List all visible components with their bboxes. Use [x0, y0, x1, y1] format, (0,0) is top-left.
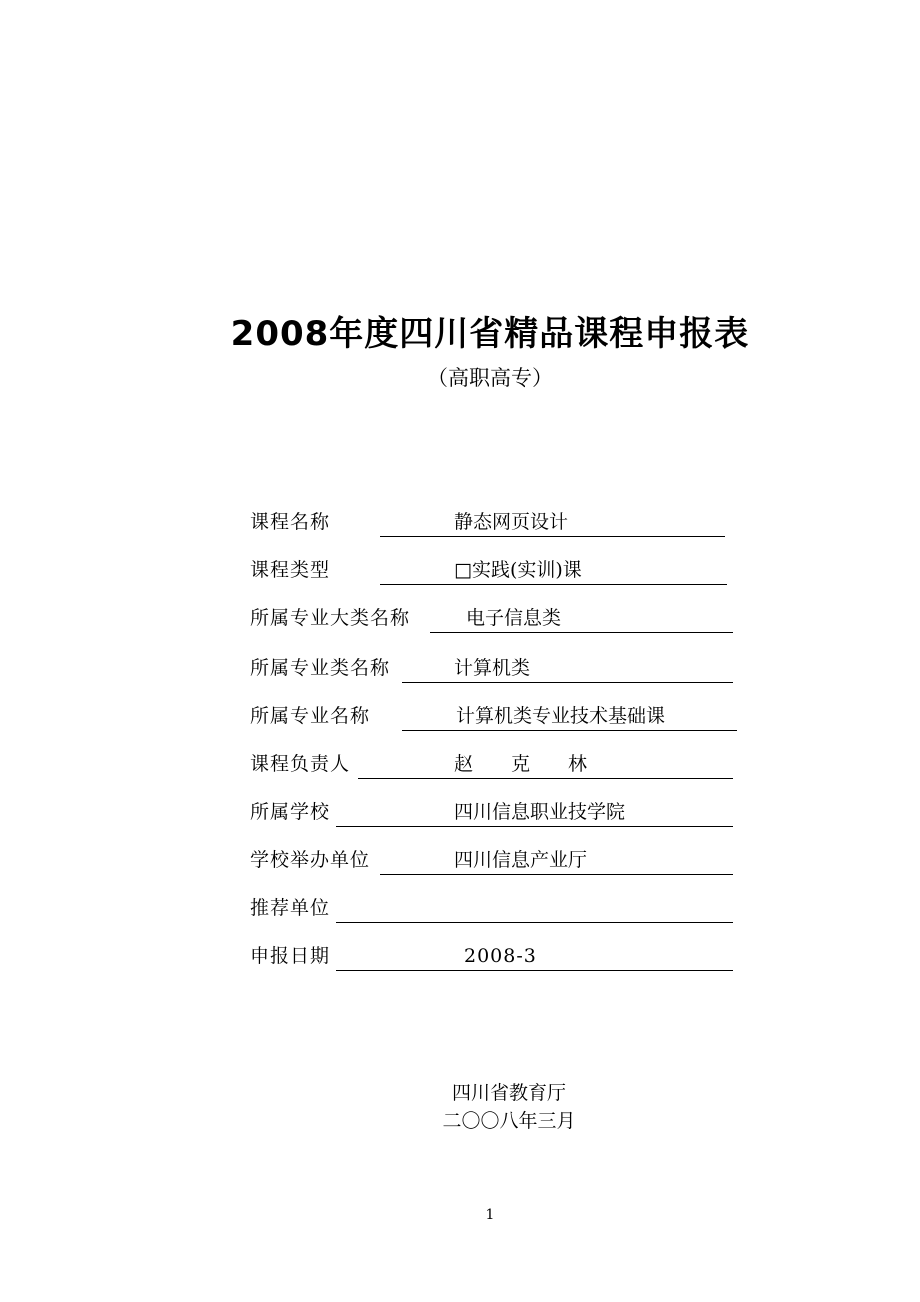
document-subtitle: （高职高专） — [427, 366, 553, 390]
field-value: 四川信息产业厅 — [454, 849, 588, 871]
field-label: 申报日期 — [250, 945, 331, 967]
field-value: 计算机类专业技术基础课 — [456, 705, 666, 727]
page-number: 1 — [485, 1207, 495, 1223]
field-label: 所属学校 — [250, 801, 331, 823]
field-value: 四川信息职业技学院 — [454, 801, 626, 823]
field-value: 静态网页设计 — [454, 511, 569, 533]
footer-date: 二〇〇八年三月 — [442, 1110, 576, 1132]
field-label: 课程负责人 — [250, 753, 351, 775]
field-underline — [402, 653, 733, 683]
field-underline — [336, 893, 733, 923]
field-label: 课程类型 — [250, 559, 331, 581]
footer-issuer: 四川省教育厅 — [451, 1082, 566, 1104]
field-label: 学校举办单位 — [250, 849, 371, 871]
field-label: 课程名称 — [250, 511, 331, 533]
field-value: 2008-3 — [464, 945, 537, 967]
field-value: □实践(实训)课 — [454, 559, 582, 581]
field-value: 计算机类 — [454, 657, 531, 679]
field-label: 所属专业类名称 — [250, 657, 391, 679]
field-label: 所属专业大类名称 — [250, 607, 411, 629]
field-label: 所属专业名称 — [250, 705, 371, 727]
field-value: 电子信息类 — [466, 607, 562, 629]
field-value: 赵 克 林 — [454, 753, 588, 775]
document-title: 2008年度四川省精品课程申报表 — [230, 314, 750, 354]
field-label: 推荐单位 — [250, 897, 331, 919]
